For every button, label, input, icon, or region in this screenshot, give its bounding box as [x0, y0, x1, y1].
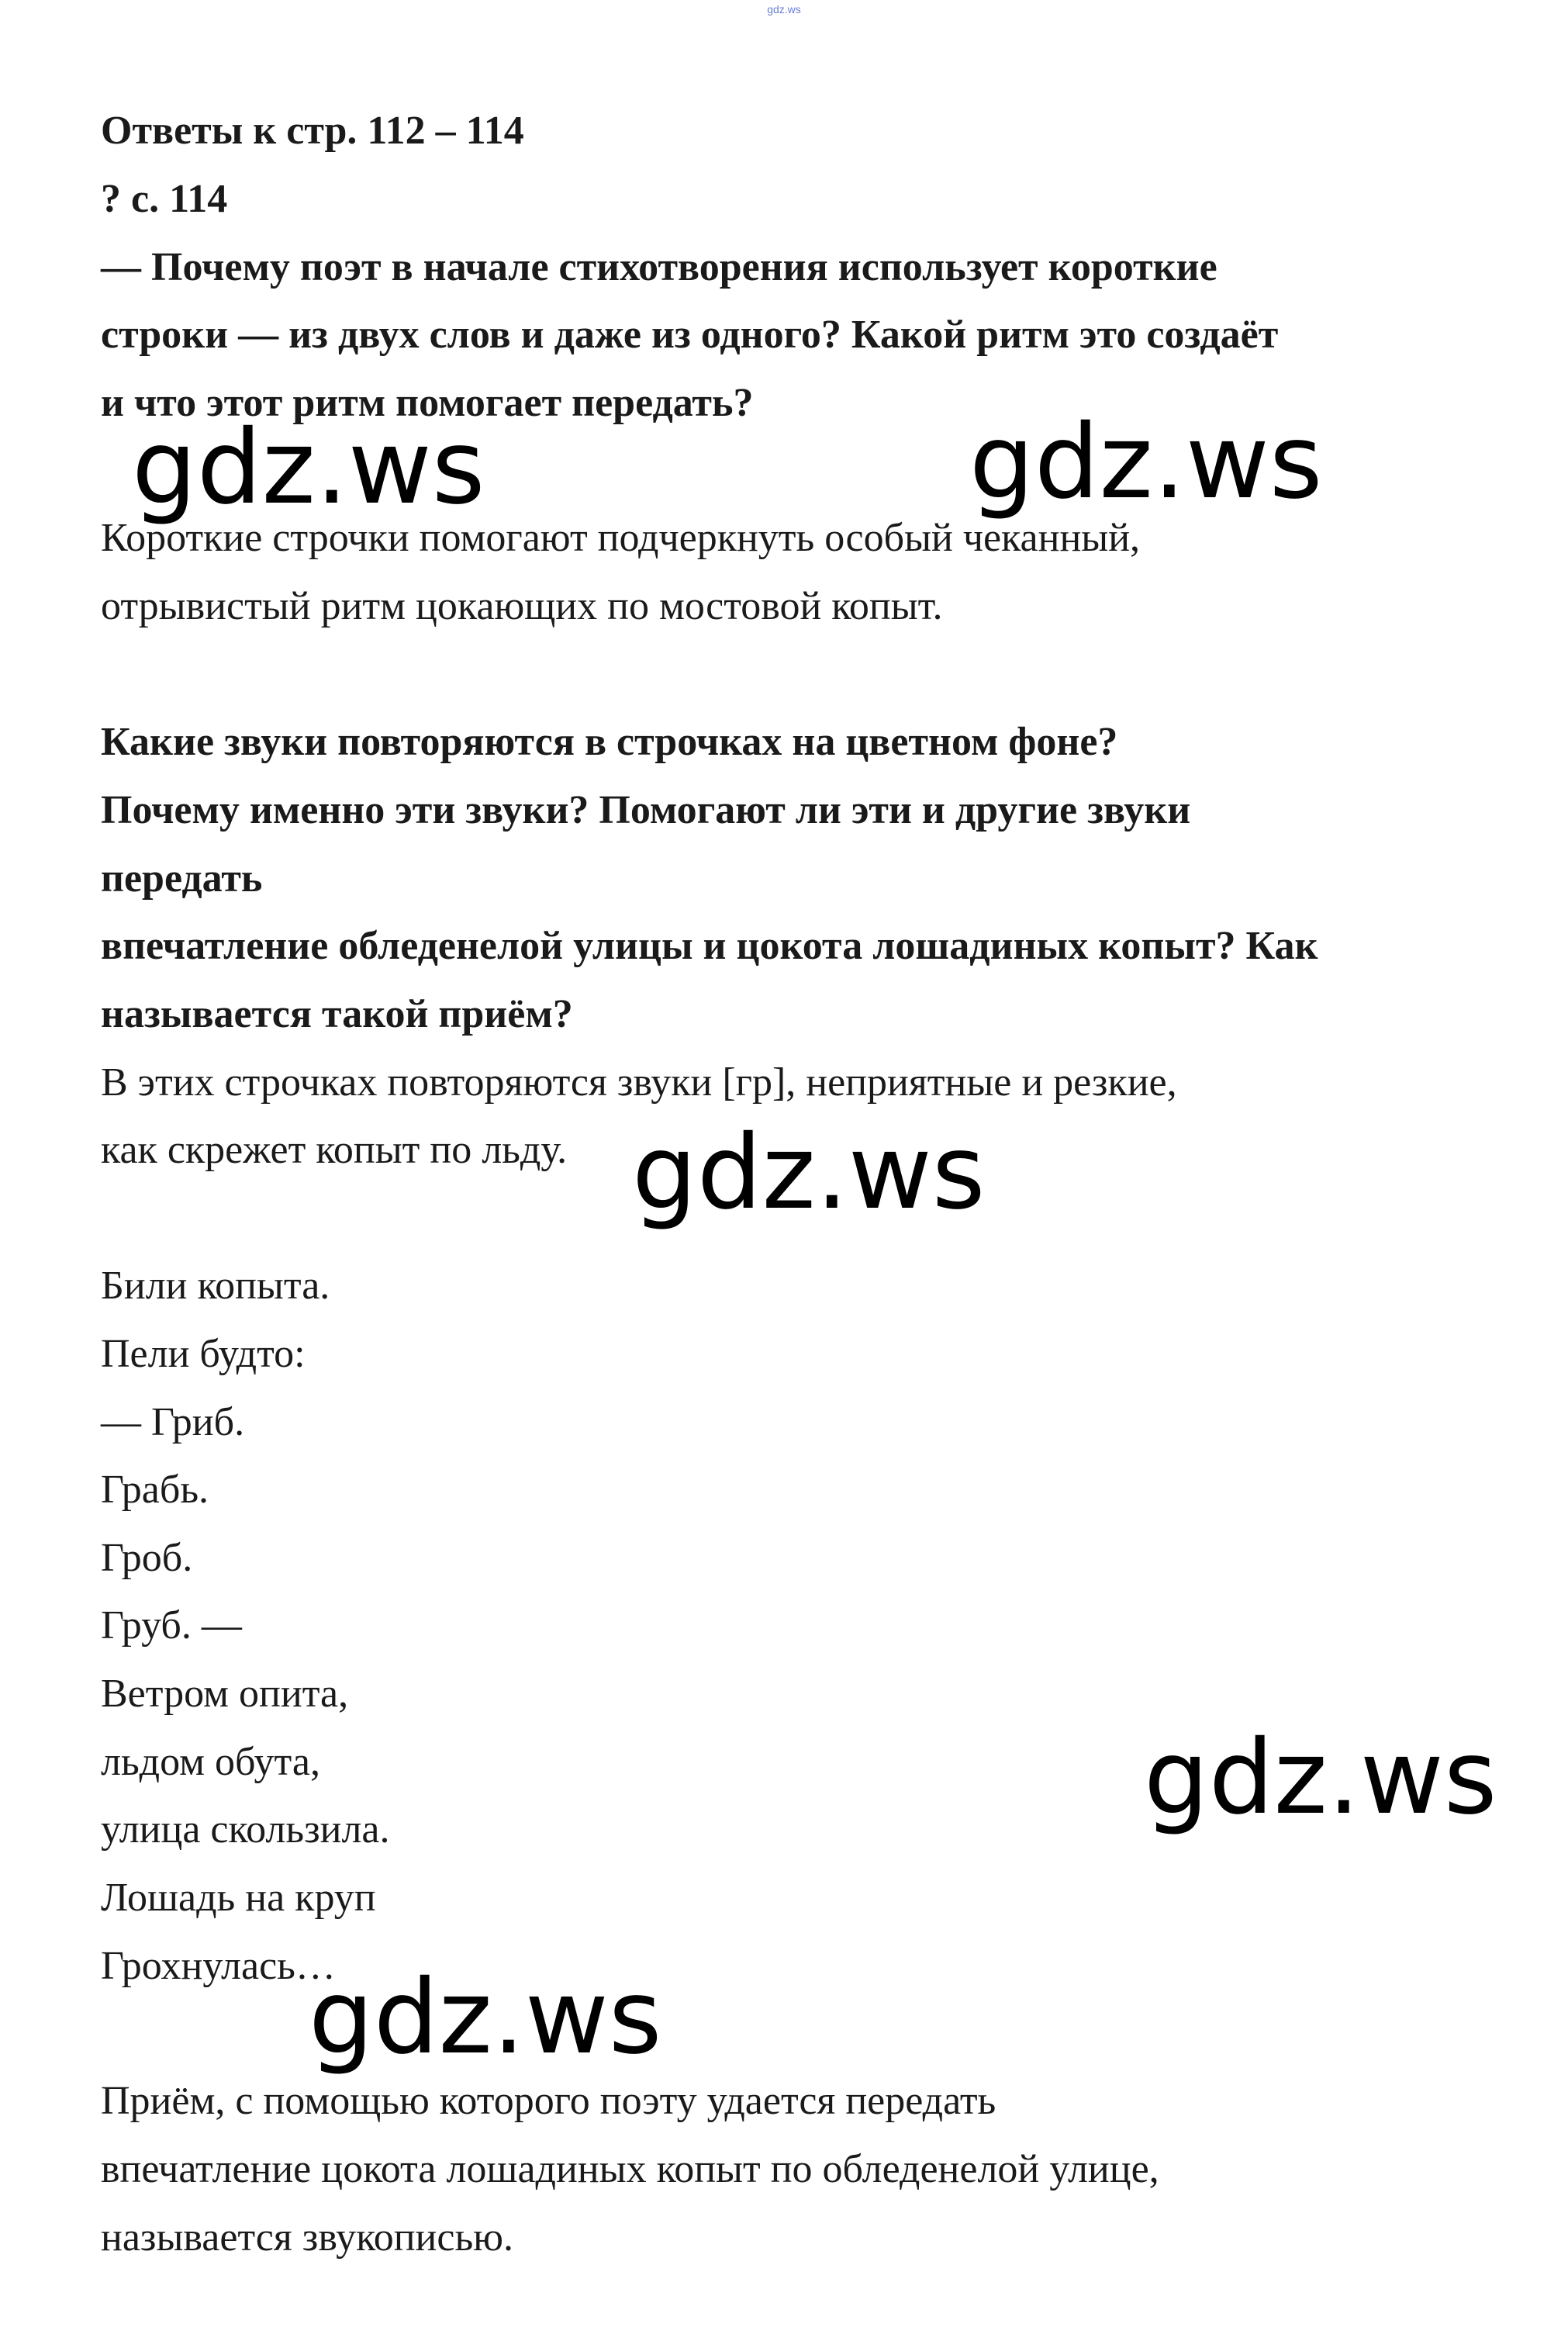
poem-line: льдом обута,	[101, 1740, 320, 1784]
poem-line: Пели будто:	[101, 1332, 306, 1376]
answer-2-line-1: В этих строчках повторяются звуки [гр], неприятные и резкие,	[101, 1060, 1177, 1105]
poem-line: — Гриб.	[101, 1400, 245, 1444]
question-2-line-5: называется такой приём?	[101, 992, 573, 1036]
conclusion-line-1: Приём, с помощью которого поэту удается передать	[101, 2079, 996, 2123]
answer-1-line-1: Короткие строчки помогают подчеркнуть особый чеканный,	[101, 516, 1141, 560]
answer-1-line-2: отрывистый ритм цокающих по мостовой копыт.	[101, 584, 943, 628]
question-1-line-2: строки — из двух слов и даже из одного? Какой ритм это создаёт	[101, 313, 1279, 357]
poem-line: Ветром опита,	[101, 1672, 349, 1716]
watermark-text: gdz.ws	[1144, 1718, 1497, 1838]
question-2-line-3: передать	[101, 856, 263, 901]
conclusion-line-3: называется звукописью.	[101, 2215, 514, 2260]
page-reference: ? с. 114	[101, 177, 228, 221]
poem-line: Грабь.	[101, 1468, 209, 1512]
question-1-line-1: — Почему поэт в начале стихотворения использует короткие	[101, 245, 1217, 289]
answer-2-line-2: как скрежет копыт по льду.	[101, 1128, 568, 1172]
question-2-line-2: Почему именно эти звуки? Помогают ли эти и другие звуки	[101, 788, 1191, 832]
question-1-line-3: и что этот ритм помогает передать?	[101, 381, 754, 425]
watermark-text: gdz.ws	[309, 1958, 662, 2077]
poem-line: Грохнулась…	[101, 1944, 336, 1988]
top-watermark: gdz.ws	[767, 3, 801, 16]
poem-line: Били копыта.	[101, 1264, 330, 1308]
watermark-text: gdz.ws	[132, 408, 485, 527]
watermark-text: gdz.ws	[632, 1113, 986, 1233]
question-2-line-1: Какие звуки повторяются в строчках на цветном фоне?	[101, 720, 1118, 764]
poem-line: Гроб.	[101, 1536, 193, 1580]
poem-line: улица скользила.	[101, 1807, 390, 1852]
poem-line: Лошадь на круп	[101, 1876, 376, 1920]
poem-line: Груб. —	[101, 1603, 242, 1648]
question-2-line-4: впечатление обледенелой улицы и цокота лошадиных копыт? Как	[101, 924, 1318, 968]
page-title: Ответы к стр. 112 – 114	[101, 109, 524, 153]
conclusion-line-2: впечатление цокота лошадиных копыт по обледенелой улице,	[101, 2147, 1159, 2191]
watermark-text: gdz.ws	[969, 403, 1323, 522]
